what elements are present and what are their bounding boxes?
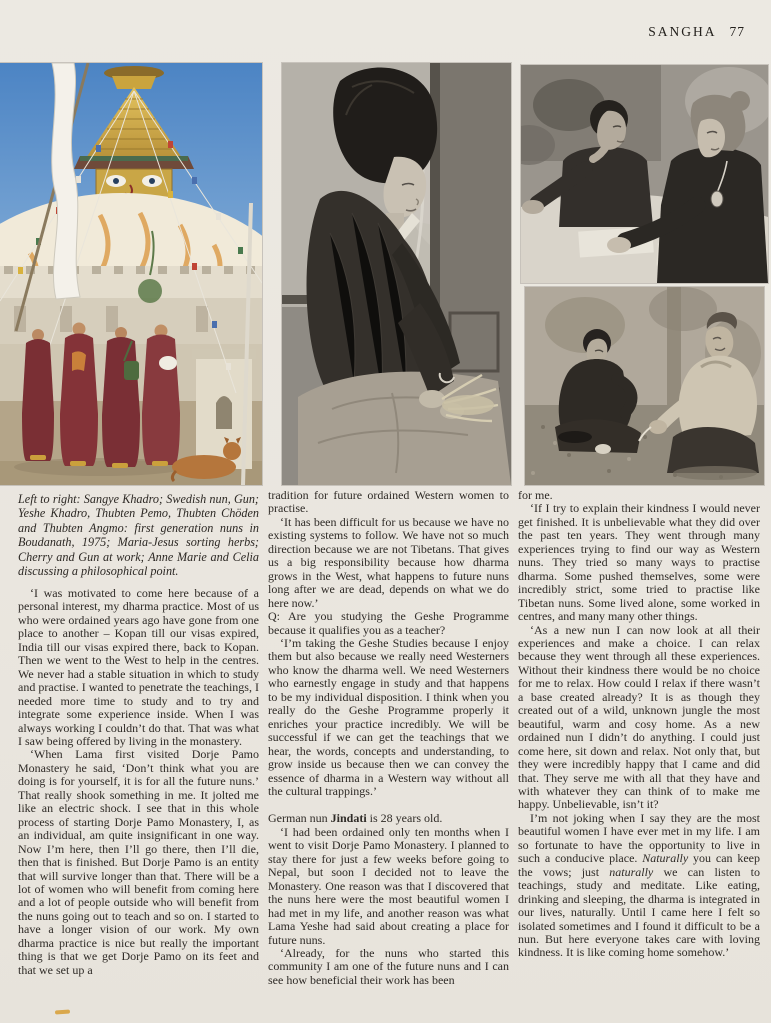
- stupa-illustration: [0, 63, 262, 485]
- photo-anne-marie-celia-discussing: [525, 287, 764, 485]
- article-column-2: [268, 489, 509, 1017]
- page-number: 77: [729, 24, 745, 39]
- herb-sorting-illustration: [282, 63, 511, 485]
- paragraph: ‘When Lama first visited Dorje Pamo Monastery he said, ‘Don’t think what you are doing is for yourself, it is for all the future nuns.’ That really shook something in me. It jolted me like an electric shock. I see that in this whole process of starting Dorje Pamo Monastery, I, as an individual, am quite insignificant in one way. Now I’m here, then I’ll go there, then I’ll die, then that is finished. But Dorje Pamo is an entity that will survive longer than that. There will be a lot of women who will benefit from coming here and a lot of people outside who will benefit from the nuns going out to teach and so on. I started to have a longer vision of our work. My own dharma practice is nice but really the important thing is that we get Dorje Pamo on its feet and that we set up a: [18, 747, 259, 977]
- article-column-1: [18, 587, 259, 1017]
- page-header: [648, 24, 745, 40]
- paragraph: ‘I had been ordained only ten months when I went to visit Dorje Pamo Monastery. I planned to stay there for just a few weeks before going to Nepal, but soon I decided not to leave the Monastery. One reason was that I discovered that the nuns here were the most beautiful women I had met in my life, and another reason was what Lama Yeshe had said about creating a place for future nuns.: [268, 824, 509, 947]
- photo-stupa-nuns: [0, 63, 262, 485]
- paragraph: ‘If I try to explain their kindness I would never get finished. It is unbelievable what they did over the past ten years. They went through many experiences trying to find our way as Western nuns. They tried so many ways to practise dharma. Some pushed themselves, some were incredibly strict, some tried to practise like Tibetan nuns. Some lived alone, some worked in centres, and many many other things.: [518, 501, 760, 624]
- paragraph: for me.: [518, 489, 553, 502]
- work-table-illustration: [521, 65, 768, 283]
- paragraph: German nun Jindati is 28 years old.: [268, 811, 443, 826]
- magazine-title: SANGHA: [648, 24, 717, 39]
- article-column-3: [518, 489, 760, 1017]
- paragraph: I’m not joking when I say they are the most beautiful women I have ever met in my life. I am so fortunate to have the opportunity to live in such a conducive place. Naturally you can keep the vows; just naturally we can listen to teachings, study and meditate. Like eating, drinking and sleeping, the dharma is integrated in our lives, naturally. Until I came here I felt so isolated sometimes and I found it difficult to be a nun. But here everyone takes care with loving kindness. It is like coming home somehow.’: [518, 810, 760, 960]
- paragraph: ‘I was motivated to come here because of a personal interest, my dharma practice. Most of us who were ordained years ago have gone from one place to another – Kopan till our visas expired, India till our visas expired there, back to Kopan. Then we went to the West to help in the centres. We never had a stable situation in which to study and practise. I wanted to penetrate the teachings, I needed more time to study and to try and integrate some experience inside. When I was always working I couldn’t do that. That was what I saw being offered by living in the monastery.: [18, 587, 259, 748]
- paragraph: ‘Already, for the nuns who started this community I am one of the future nuns and I can see how beneficial their work has been: [268, 945, 509, 987]
- paragraph: ‘I’m taking the Geshe Studies because I enjoy them but also because we really need Westerners who know the dharma well. We need Westerners who earnestly engage in study and that happens to be my individual disposition. I think when you really do the Geshe Programme properly it enriches your practice incredibly. We will be successful if we can get the teachings that we hear, the words, concepts and understanding, to grow inside us because then we can convey the essence of dharma in a Western way without all the cultural trappings.’: [268, 635, 509, 798]
- discussion-illustration: [525, 287, 764, 485]
- paragraph: Q: Are you studying the Geshe Programme because it qualifies you as a teacher?: [268, 609, 509, 637]
- photo-caption: Left to right: Sangye Khadro; Swedish nun, Gun; Yeshe Khadro, Thubten Pemo, Thubten Chöden and Thubten Angmo: first generation nuns in Boudanath, 1975; Maria-Jesus sorting herbs; Cherry and Gun at work; Anne Marie and Celia discussing a philosophical point.: [18, 492, 259, 579]
- paragraph: ‘As a new nun I can now look at all their experiences and make a choice. I can relax because they went through all these experiences. Without their kindness there would be no choice for me to relax. How could I relax if there wasn’t a base created already? It is as though they created out of a wild, unknown jungle the most beautiful, warm and cosy home. As a new ordained nun I didn’t do anything. I could just come here, sit down and relax. Not only that, but they were incredibly happy that I came and did that. They serve me with all that they have and with whatever they can think of to make me happy. Unbelievable, isn’t it?: [518, 622, 760, 812]
- photo-maria-jesus-sorting-herbs: [282, 63, 511, 485]
- paragraph: ‘It has been difficult for us because we have no existing systems to follow. We have not so much direction because we are not Tibetans. That gives us a big responsibility because how dharma grows in the West, what happens to future nuns long after we are dead, depends on what we do here now.’: [268, 514, 509, 610]
- paragraph: tradition for future ordained Western women to practise.: [268, 489, 509, 516]
- photo-cherry-gun-at-work: [521, 65, 768, 283]
